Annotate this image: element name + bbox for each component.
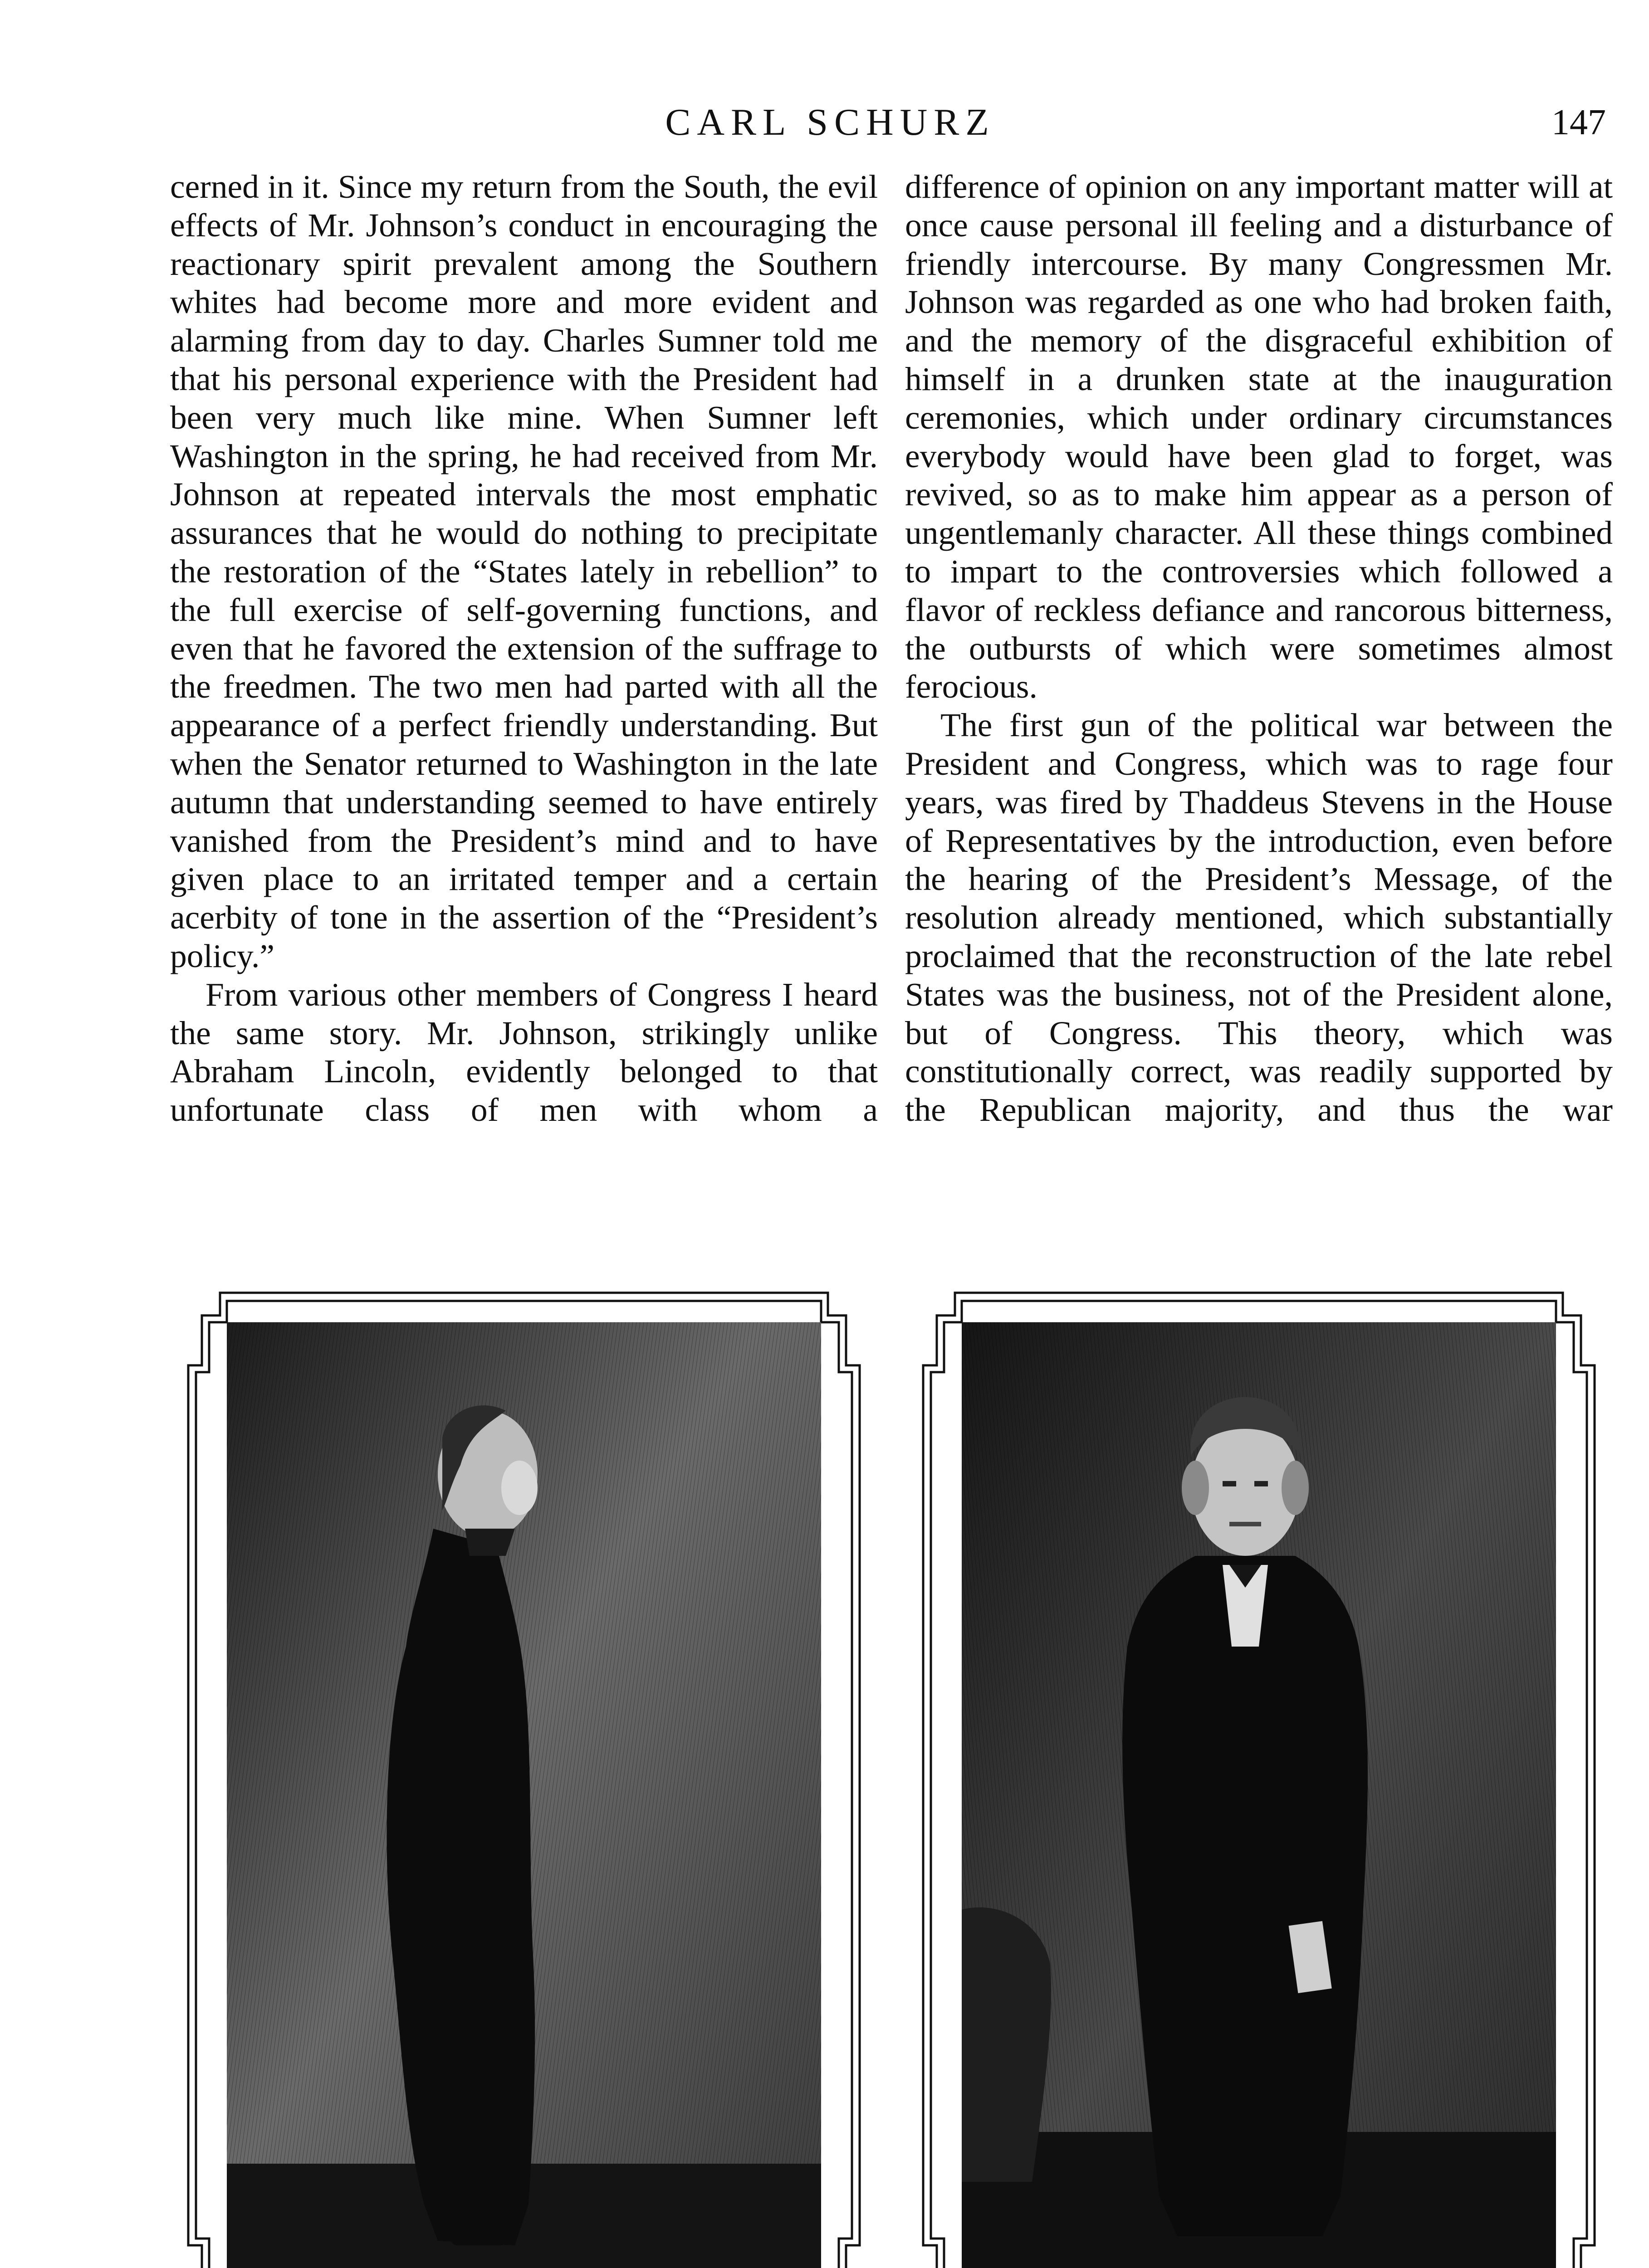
page-number: 147 xyxy=(1551,103,1606,142)
portrait-profile-image xyxy=(170,1275,878,2268)
right-paragraph-2: The first gun of the political war between the President and Congress, which was to rage four years, was fired by Thaddeus Stevens in the House of Representatives by the introduction, even before the hearing of the President’s Message, of the resolution already mentioned, which substantially proclaimed that the reconstruction of the late rebel States was the business, not of the President alone, but of Congress. This theory, which was constitutionally correct, was readily supported by the Republican majority, and thus the war xyxy=(905,707,1613,1129)
left-text-column xyxy=(170,168,878,1129)
right-text-column xyxy=(905,168,1613,1129)
left-paragraph-2: From various other members of Congress I heard the same story. Mr. Johnson, strikingly unlike Abraham Lincoln, evidently belonged to that unfortunate class of men with whom a xyxy=(170,976,878,1129)
running-head xyxy=(0,98,1649,147)
portrait-plate-frontal xyxy=(905,1275,1613,2268)
portrait-frontal-image xyxy=(905,1275,1613,2268)
left-paragraph-1: cerned in it. Since my return from the South, the evil effects of Mr. Johnson’s conduct in encouraging the reactionary spirit prevalent among the Southern whites had become more and more evident and alarming from day to day. Charles Sumner told me that his personal experience with the President had been very much like mine. When Sumner left Washington in the spring, he had received from Mr. Johnson at repeated intervals the most emphatic assurances that he would do nothing to precipitate the restoration of the “States lately in rebellion” to the full exercise of self-governing functions, and even that he favored the extension of the suffrage to the freedmen. The two men had parted with all the appearance of a perfect friendly understanding. But when the Senator returned to Washington in the late autumn that understanding seemed to have entirely vanished from the President’s mind and to have given place to an irritated temper and a certain acerbity of tone in the assertion of the “President’s policy.” xyxy=(170,168,878,974)
portrait-plate-profile xyxy=(170,1275,878,2268)
right-paragraph-1: difference of opinion on any important matter will at once cause personal ill feeling and a disturbance of friendly intercourse. By many Congressmen Mr. Johnson was regarded as one who had broken faith, and the memory of the disgraceful exhibition of himself in a drunken state at the inauguration ceremonies, which under ordinary circumstances everybody would have been glad to forget, was revived, so as to make him appear as a person of ungentlemanly character. All these things combined to impart to the controversies which followed a flavor of reckless defiance and rancorous bitterness, the outbursts of which were sometimes almost ferocious. xyxy=(905,168,1613,705)
running-title: CARL SCHURZ xyxy=(665,101,995,143)
standing-figure-frontal xyxy=(1122,1556,1368,2236)
